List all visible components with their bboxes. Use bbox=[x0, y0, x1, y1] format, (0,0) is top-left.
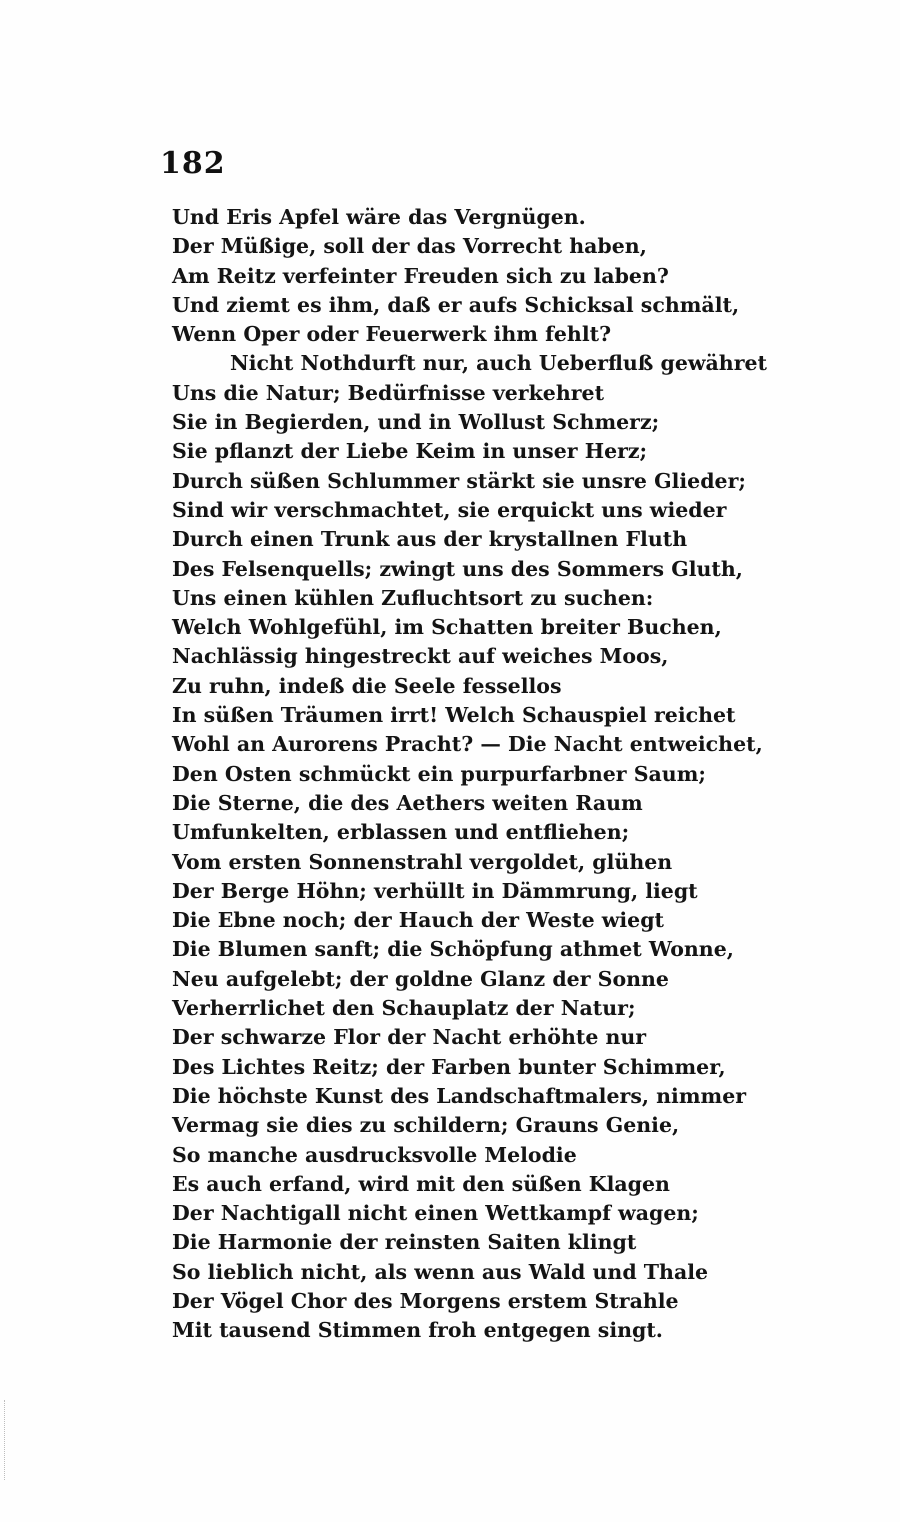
text-line: Mit tausend Stimmen froh entgegen singt. bbox=[172, 1318, 663, 1343]
text-line: Und Eris Apfel wäre das Vergnügen. bbox=[172, 205, 586, 229]
page-number: 182 bbox=[160, 146, 226, 181]
text-line: Umfunkelten, erblassen und entfliehen; bbox=[172, 820, 630, 845]
text-line: Am Reitz verfeinter Freuden sich zu laben? bbox=[172, 263, 669, 288]
text-line: Sie in Begierden, und in Wollust Schmerz; bbox=[172, 410, 660, 435]
text-line: Der Vögel Chor des Morgens erstem Strahle bbox=[172, 1288, 679, 1313]
text-line: Neu aufgelebt; der goldne Glanz der Sonne bbox=[172, 966, 669, 991]
text-line: Vermag sie dies zu schildern; Grauns Genie, bbox=[172, 1113, 680, 1138]
text-line: Die Ebne noch; der Hauch der Weste wiegt bbox=[172, 908, 665, 933]
text-line: Den Osten schmückt ein purpurfarbner Saum; bbox=[172, 761, 706, 786]
text-line: Es auch erfand, wird mit den süßen Klagen bbox=[172, 1171, 670, 1196]
text-line: Sie pflanzt der Liebe Keim in unser Herz; bbox=[172, 439, 648, 464]
text-line: Welch Wohlgefühl, im Schatten breiter Buchen, bbox=[172, 615, 722, 640]
poem-text bbox=[172, 203, 852, 1346]
text-line: So lieblich nicht, als wenn aus Wald und Thale bbox=[172, 1259, 709, 1284]
text-line: Durch einen Trunk aus der krystallnen Fluth bbox=[172, 527, 688, 552]
text-line: Des Felsenquells; zwingt uns des Sommers Gluth, bbox=[172, 556, 743, 581]
text-line: Die Blumen sanft; die Schöpfung athmet Wonne, bbox=[172, 937, 734, 962]
text-line: Uns einen kühlen Zufluchtsort zu suchen: bbox=[172, 585, 654, 610]
text-line: Des Lichtes Reitz; der Farben bunter Schimmer, bbox=[172, 1054, 726, 1079]
text-line: Der schwarze Flor der Nacht erhöhte nur bbox=[172, 1025, 647, 1050]
text-line: Uns die Natur; Bedürfnisse verkehret bbox=[172, 380, 605, 405]
text-line: Wenn Oper oder Feuerwerk ihm fehlt? bbox=[172, 322, 612, 347]
text-line: Der Berge Höhn; verhüllt in Dämmrung, liegt bbox=[172, 878, 698, 903]
text-line: Die Harmonie der reinsten Saiten klingt bbox=[172, 1230, 637, 1255]
text-line: Der Nachtigall nicht einen Wettkampf wagen; bbox=[172, 1201, 699, 1226]
text-line: So manche ausdrucksvolle Melodie bbox=[172, 1142, 577, 1167]
text-line: Wohl an Aurorens Pracht? — Die Nacht entweichet, bbox=[172, 732, 763, 757]
text-line: Und ziemt es ihm, daß er aufs Schicksal schmält, bbox=[172, 292, 740, 317]
text-line: Die höchste Kunst des Landschaftmalers, nimmer bbox=[172, 1083, 747, 1108]
margin-marks bbox=[4, 1400, 7, 1480]
text-line: Die Sterne, die des Aethers weiten Raum bbox=[172, 790, 643, 815]
text-line: Nicht Nothdurft nur, auch Ueberfluß gewähret bbox=[230, 351, 768, 376]
text-line: Durch süßen Schlummer stärkt sie unsre Glieder; bbox=[172, 468, 746, 493]
text-line: Der Müßige, soll der das Vorrecht haben, bbox=[172, 234, 647, 259]
text-line: In süßen Träumen irrt! Welch Schauspiel reichet bbox=[172, 703, 736, 728]
text-line: Verherrlichet den Schauplatz der Natur; bbox=[172, 996, 636, 1021]
text-line: Zu ruhn, indeß die Seele fessellos bbox=[172, 673, 562, 698]
text-line: Vom ersten Sonnenstrahl vergoldet, glühen bbox=[172, 849, 673, 874]
text-line: Nachlässig hingestreckt auf weiches Moos, bbox=[172, 644, 669, 669]
text-line: Sind wir verschmachtet, sie erquickt uns wieder bbox=[172, 497, 727, 522]
